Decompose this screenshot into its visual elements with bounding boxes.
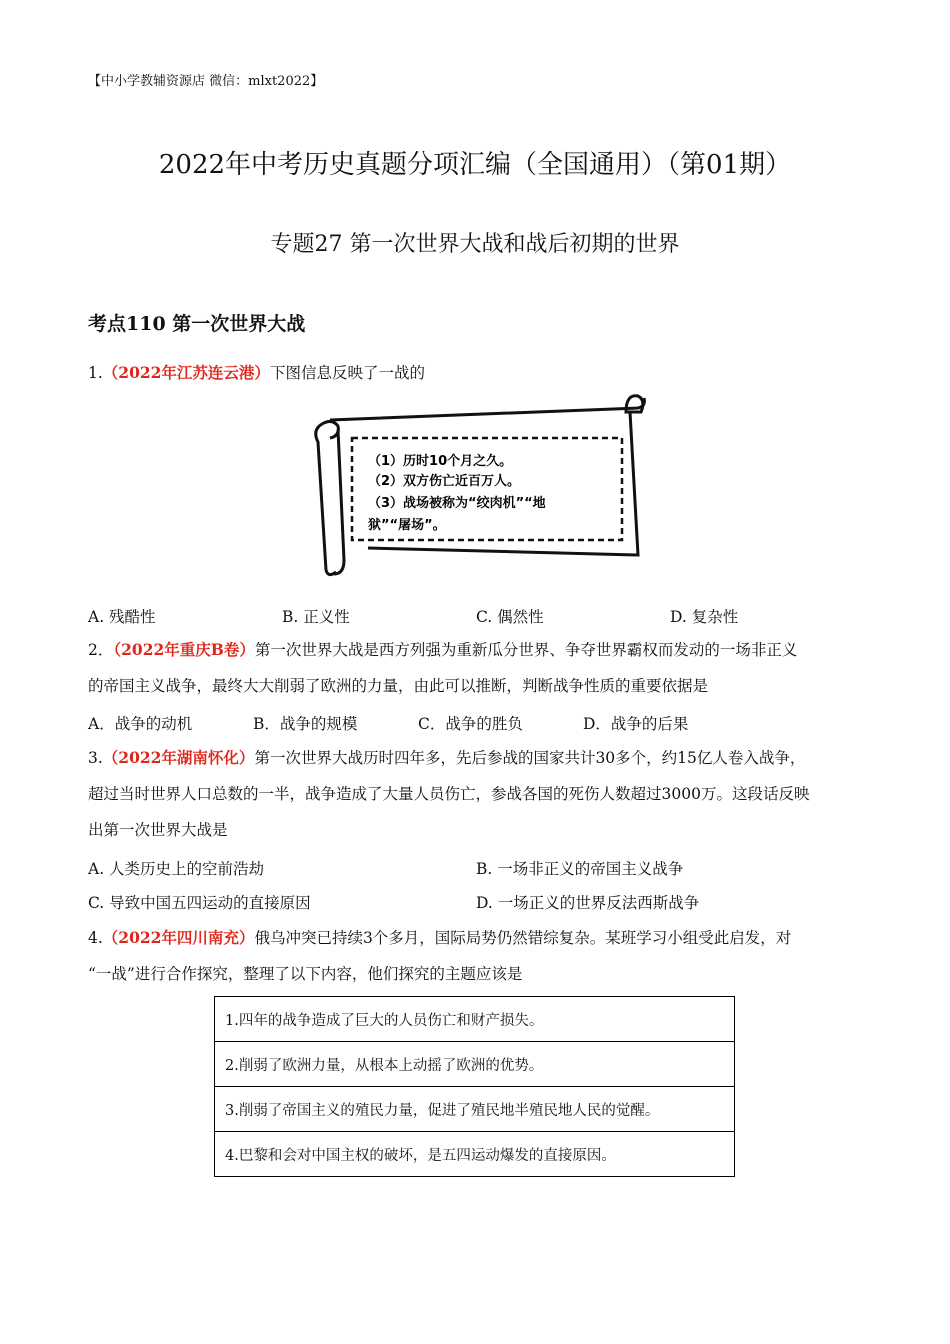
table-row (215, 1042, 735, 1087)
question-4-stem (88, 920, 868, 992)
question-number: 4. (88, 929, 103, 947)
table-row (215, 997, 735, 1042)
q1-option-c: C. 偶然性 (476, 608, 544, 626)
question-source: （2022年江苏连云港） (102, 363, 270, 382)
question-number: 1. (88, 364, 103, 382)
inquiry-table (214, 996, 735, 1177)
question-text: 下图信息反映了一战的 (269, 364, 425, 382)
question-source: （2022年四川南充） (102, 928, 255, 947)
scroll-illustration (308, 390, 648, 580)
question-text-cont: 出第一次世界大战是 (88, 821, 228, 839)
scroll-line-1: （1）历时10个月之久。 (368, 454, 513, 469)
q1-option-d: D. 复杂性 (670, 608, 739, 626)
question-number: 2． (88, 641, 114, 659)
q2-option-a: A．战争的动机 (88, 715, 193, 733)
question-2-stem (88, 632, 868, 704)
resource-header: 【中小学教辅资源店 微信：mlxt2022】 (88, 74, 324, 89)
question-text: 第一次世界大战历时四年多，先后参战的国家共计30多个，约15亿人卷入战争， (254, 749, 806, 767)
question-source: （2022年重庆B卷） (113, 640, 255, 659)
q2-option-b: B．战争的规模 (253, 715, 358, 733)
section-heading: 考点110 第一次世界大战 (88, 313, 306, 335)
question-text: 俄乌冲突已持续3个多月，国际局势仍然错综复杂。某班学习小组受此启发，对 (254, 929, 792, 947)
page-title: 2022年中考历史真题分项汇编（全国通用）（第01期） (158, 150, 792, 180)
question-3-stem (88, 740, 878, 848)
topic-subtitle: 专题27 第一次世界大战和战后初期的世界 (270, 232, 680, 257)
question-text-cont: 超过当时世界人口总数的一半，战争造成了大量人员伤亡，参战各国的死伤人数超过3000万。这段话反映 (88, 785, 810, 803)
q2-option-c: C．战争的胜负 (418, 715, 523, 733)
question-number: 3. (88, 749, 103, 767)
scroll-line-4: 狱”“屠场”。 (368, 518, 446, 533)
scroll-line-2: （2）双方伤亡近百万人。 (368, 474, 521, 489)
table-row (215, 1132, 735, 1177)
q3-option-c: C. 导致中国五四运动的直接原因 (88, 894, 311, 912)
table-cell: 4.巴黎和会对中国主权的破坏，是五四运动爆发的直接原因。 (215, 1132, 735, 1177)
q3-option-a: A. 人类历史上的空前浩劫 (88, 860, 265, 878)
q1-option-a: A. 残酷性 (88, 608, 156, 626)
question-text-cont: 的帝国主义战争，最终大大削弱了欧洲的力量，由此可以推断，判断战争性质的重要依据是 (88, 677, 709, 695)
scroll-line-3: （3）战场被称为“绞肉机”“地 (368, 496, 546, 511)
table-row (215, 1087, 735, 1132)
question-1-stem (88, 355, 868, 391)
table-cell: 1.四年的战争造成了巨大的人员伤亡和财产损失。 (215, 997, 735, 1042)
table-cell: 3.削弱了帝国主义的殖民力量，促进了殖民地半殖民地人民的觉醒。 (215, 1087, 735, 1132)
question-source: （2022年湖南怀化） (102, 748, 255, 767)
q3-option-b: B. 一场非正义的帝国主义战争 (476, 860, 684, 878)
q3-option-d: D. 一场正义的世界反法西斯战争 (476, 894, 700, 912)
q1-option-b: B. 正义性 (282, 608, 350, 626)
question-text: 第一次世界大战是西方列强为重新瓜分世界、争夺世界霸权而发动的一场非正义 (254, 641, 798, 659)
question-text-cont: “一战”进行合作探究，整理了以下内容，他们探究的主题应该是 (88, 965, 523, 983)
table-cell: 2.削弱了欧洲力量，从根本上动摇了欧洲的优势。 (215, 1042, 735, 1087)
q2-option-d: D．战争的后果 (583, 715, 689, 733)
